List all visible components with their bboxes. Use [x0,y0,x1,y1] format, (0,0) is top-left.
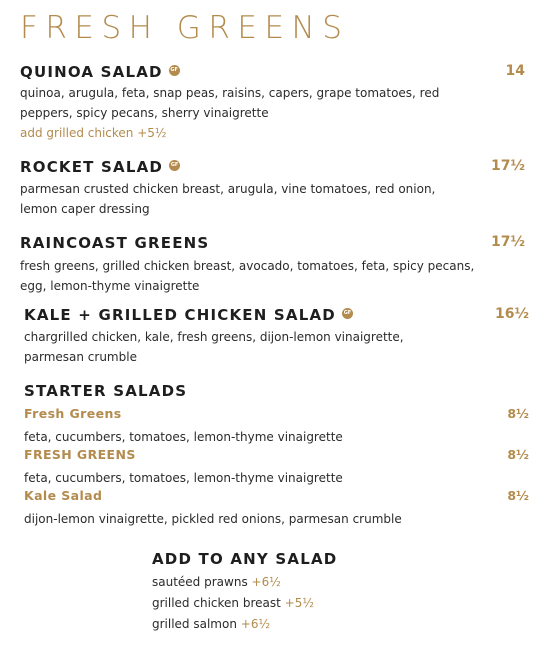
starter-item-description: feta, cucumbers, tomatoes, lemon-thyme vinaigrette [24,430,343,444]
item-name: KALE + GRILLED CHICKEN SALAD GF [24,306,352,324]
item-description: parmesan crusted chicken breast, arugula, vine tomatoes, red onion, lemon caper dressing [20,182,436,216]
gluten-free-icon: GF [342,308,353,319]
starter-item-price: 8½ [507,488,529,503]
section-heading: ADD TO ANY SALAD [152,550,338,568]
section-title: FRESH GREENS [20,10,350,46]
section-heading: STARTER SALADS [24,382,188,400]
starter-item-name: FRESH GREENS [24,447,136,462]
item-description: quinoa, arugula, feta, snap peas, raisins, capers, grape tomatoes, red peppers, spicy pecans, sherry vinaigrette [20,86,440,120]
starter-item-description: dijon-lemon vinaigrette, pickled red onions, parmesan crumble [24,512,402,526]
item-name: QUINOA SALAD GF [20,63,178,81]
starter-item-price: 8½ [507,406,529,421]
addon-item: grilled salmon +6½ [152,617,271,631]
item-name: ROCKET SALAD GF [20,158,179,176]
starter-item-description: feta, cucumbers, tomatoes, lemon-thyme vinaigrette [24,471,343,485]
item-price: 17½ [491,158,525,174]
item-description: chargrilled chicken, kale, fresh greens, dijon-lemon vinaigrette, parmesan crumble [24,330,404,364]
gluten-free-icon: GF [169,65,180,76]
item-description: fresh greens, grilled chicken breast, avocado, tomatoes, feta, spicy pecans, egg, lemon-thyme vinaigrette [20,259,475,293]
addon-item: sautéed prawns +6½ [152,575,281,589]
starter-item-name: Fresh Greens [24,406,122,421]
addon-item: grilled chicken breast +5½ [152,596,314,610]
starter-item-price: 8½ [507,447,529,462]
gluten-free-icon: GF [169,160,180,171]
item-price: 16½ [495,306,529,322]
item-addon: add grilled chicken +5½ [20,126,167,140]
item-name: RAINCOAST GREENS [20,234,210,252]
item-price: 14 [505,63,525,79]
item-price: 17½ [491,234,525,250]
starter-item-name: Kale Salad [24,488,103,503]
